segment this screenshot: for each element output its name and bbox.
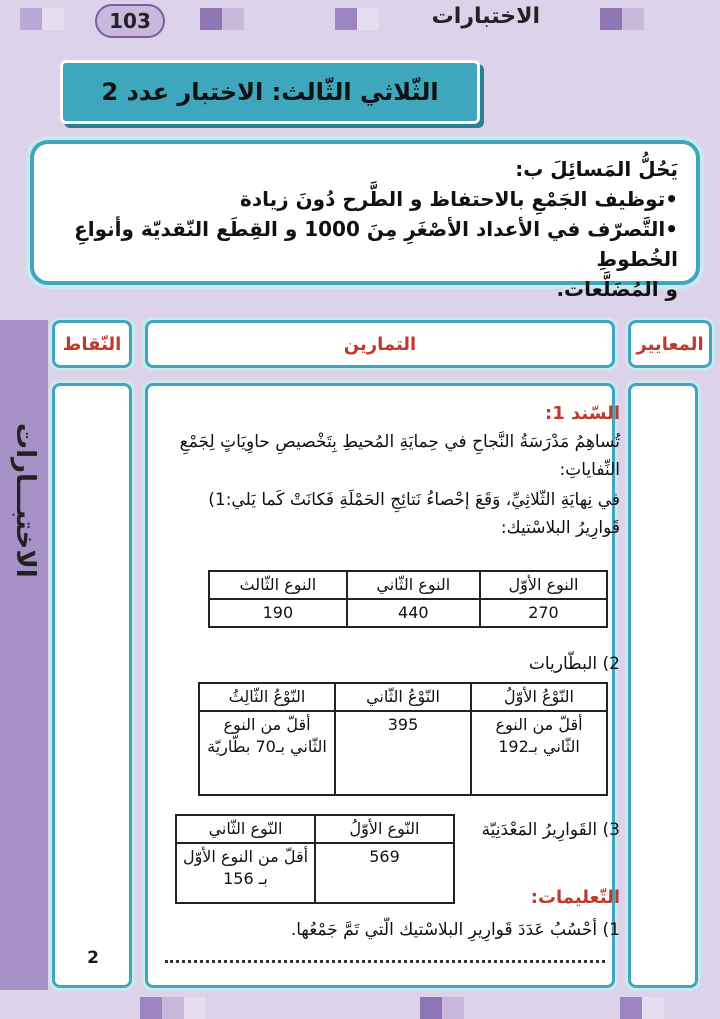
table-row [176, 815, 454, 843]
objective-item-1: •توظيف الجَمْعِ بالاحتفاظ و الطَّرح دُونَ زيادة [240, 187, 678, 211]
table-cell: النوع الثّالث [209, 571, 347, 599]
criteria-column [628, 383, 698, 988]
points-header [52, 320, 132, 368]
table-metal [175, 814, 455, 904]
footer-decoration [0, 995, 720, 1019]
instructions-title: التّعليمات: [530, 887, 620, 908]
table-cell: أقلّ من النوع الأوّل بـ 156 [176, 843, 315, 903]
exercise-content [150, 388, 620, 988]
objective-item-2-cont: و المُضَلَّعات. [556, 277, 678, 301]
table-cell: أقلّ من النوع الثّاني بـ192 [471, 711, 607, 795]
exercises-header [145, 320, 615, 368]
table-cell: 569 [315, 843, 454, 903]
table-row [199, 683, 607, 711]
table-cell: 395 [335, 711, 471, 795]
table-cell: النوع الأوّل [480, 571, 607, 599]
points-header-label: النّقاط [62, 333, 122, 355]
table-cell: النّوْعُ الثّاني [335, 683, 471, 711]
points-value: 2 [87, 948, 99, 968]
table-cell: النّوع الثّاني [176, 815, 315, 843]
table-cell: 190 [209, 599, 347, 627]
instruction-1: 1) أحْسُبُ عَدَدَ قَوارِيرِ البلاسْتيك الّتي تَمَّ جَمْعُها. [290, 920, 620, 940]
table-batteries [198, 682, 608, 796]
sanad-title: السّند 1: [545, 403, 620, 424]
table-cell: أقلّ من النوع الثّاني بـ70 بطّاريّة [199, 711, 335, 795]
page-number: 103 [95, 4, 165, 38]
title-banner [60, 60, 480, 124]
paragraph-1: تُساهِمُ مَدْرَسَةُ النَّجاحِ في حِمايَةِ المُحيطِ بِتَخْصيصِ حاوِيَاتٍ لِجَمْعِ النِّفاياتِ: [179, 432, 620, 480]
table-plastic [208, 570, 608, 628]
objective-item-2: •التَّصرّف في الأعداد الأصْغَرِ مِنَ 1000 و القِطَع النّقديّة وأنواعِ الخُطوطِ [74, 217, 678, 271]
table-cell: 440 [347, 599, 480, 627]
table-row [199, 711, 607, 795]
criteria-header-label: المعايير [636, 333, 704, 355]
objectives-box [30, 140, 700, 301]
item-2-label: 2) البطّاريات [528, 654, 620, 674]
banner-title: الثّلاثي الثّالث: الاختبار عدد 2 [101, 78, 439, 106]
paragraph-2: في نِهايَةِ الثّلاثِيِّ، وَقَعَ إحْصاءُ نَتائِجِ الحَمْلَةِ فَكانَتْ كَما يَلي:1) قَوارِيرُ البلاسْتيك: [208, 490, 620, 538]
table-cell: النوع الثّاني [347, 571, 480, 599]
table-cell: النّوْعُ الثّالِثُ [199, 683, 335, 711]
item-3-label: 3) القَوارِيرُ المَعْدَنِيّة [481, 820, 620, 840]
side-label: الاختبـــارات [10, 422, 40, 578]
table-cell: النّوْعُ الأوّلُ [471, 683, 607, 711]
table-row [176, 843, 454, 903]
table-cell: 270 [480, 599, 607, 627]
exercises-header-label: التمارين [343, 333, 417, 355]
answer-line [165, 960, 605, 963]
header-title: الاختبارات [431, 4, 540, 29]
points-column [52, 383, 132, 988]
table-cell: النّوع الأوّلُ [315, 815, 454, 843]
table-row [209, 571, 607, 599]
table-row [209, 599, 607, 627]
objectives-intro: يَحُلُّ المَسائِلَ ب: [515, 157, 678, 181]
criteria-header [628, 320, 712, 368]
